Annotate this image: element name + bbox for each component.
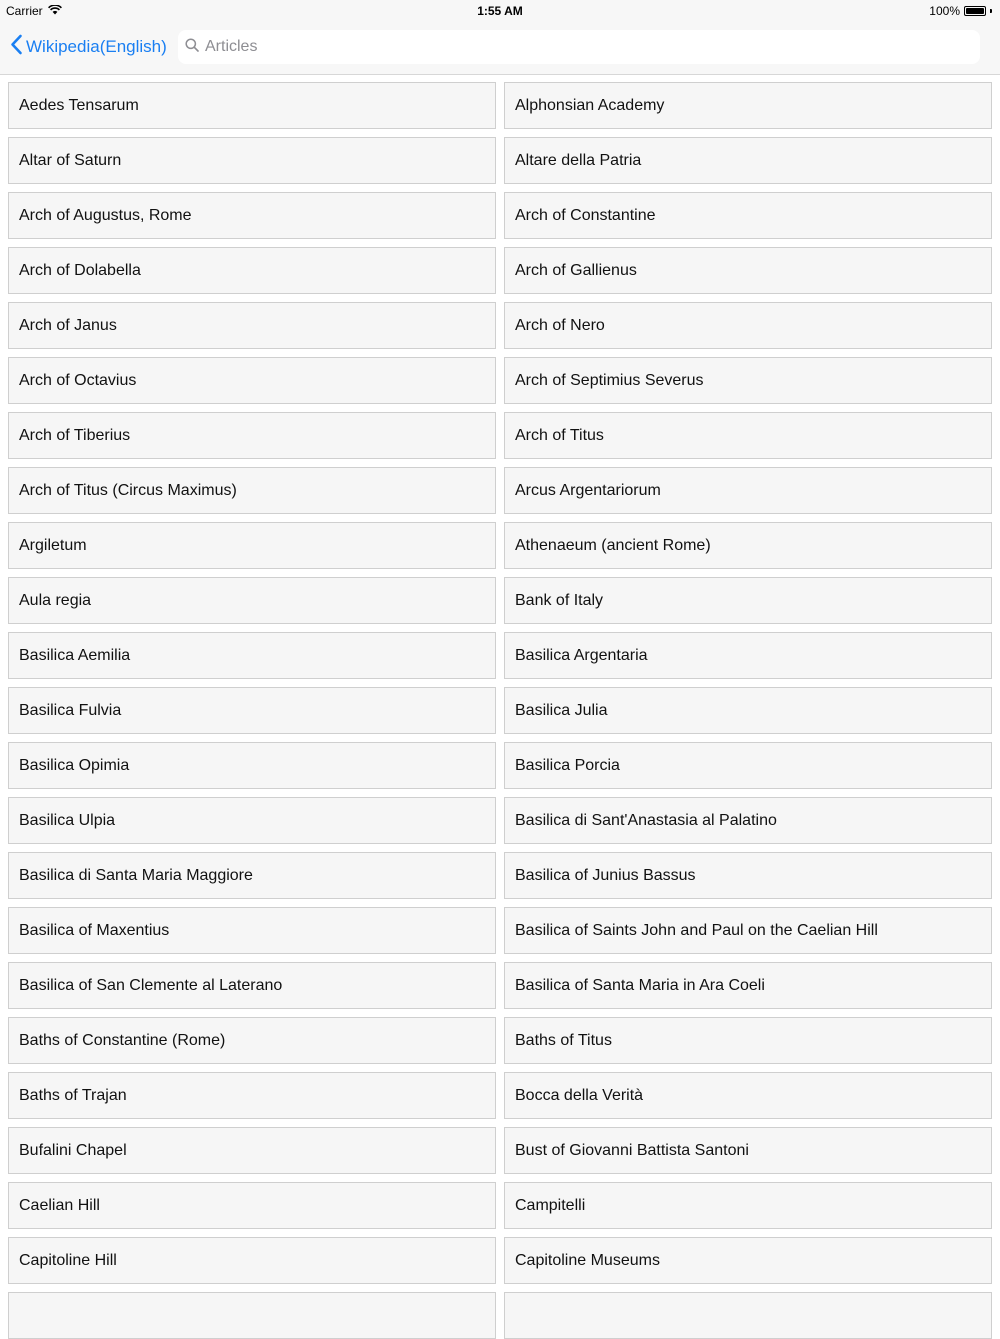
article-item[interactable]: Arch of Nero — [504, 302, 992, 349]
article-item[interactable]: Caelian Hill — [8, 1182, 496, 1229]
article-item[interactable]: Arch of Constantine — [504, 192, 992, 239]
chevron-left-icon — [10, 34, 26, 60]
carrier-label: Carrier — [6, 4, 43, 18]
article-item[interactable]: Argiletum — [8, 522, 496, 569]
article-item[interactable]: Arch of Dolabella — [8, 247, 496, 294]
battery-icon — [964, 6, 986, 16]
article-item[interactable]: Baths of Constantine (Rome) — [8, 1017, 496, 1064]
status-time: 1:55 AM — [477, 4, 523, 18]
article-item[interactable]: Arch of Titus — [504, 412, 992, 459]
search-input[interactable] — [205, 38, 965, 56]
article-item[interactable]: Bust of Giovanni Battista Santoni — [504, 1127, 992, 1174]
article-item[interactable]: Basilica of San Clemente al Laterano — [8, 962, 496, 1009]
article-item[interactable]: Basilica of Maxentius — [8, 907, 496, 954]
article-item[interactable]: Bufalini Chapel — [8, 1127, 496, 1174]
search-icon — [178, 38, 205, 57]
article-item[interactable]: Arch of Titus (Circus Maximus) — [8, 467, 496, 514]
article-item[interactable]: Basilica Fulvia — [8, 687, 496, 734]
article-item[interactable]: Capitoline Hill — [8, 1237, 496, 1284]
battery-fill — [966, 8, 984, 14]
article-item[interactable]: Alphonsian Academy — [504, 82, 992, 129]
status-right — [929, 4, 992, 18]
article-item[interactable]: Basilica of Saints John and Paul on the Caelian Hill — [504, 907, 992, 954]
article-item[interactable]: Altar of Saturn — [8, 137, 496, 184]
article-item[interactable]: Basilica Aemilia — [8, 632, 496, 679]
article-item[interactable]: Campitelli — [504, 1182, 992, 1229]
back-button[interactable] — [10, 34, 167, 60]
article-item[interactable]: Basilica of Santa Maria in Ara Coeli — [504, 962, 992, 1009]
article-item[interactable]: Baths of Trajan — [8, 1072, 496, 1119]
article-item[interactable]: Capitoline Museums — [504, 1237, 992, 1284]
article-item[interactable]: Altare della Patria — [504, 137, 992, 184]
article-item[interactable]: Aula regia — [8, 577, 496, 624]
battery-percent: 100% — [929, 4, 960, 18]
back-button-label: Wikipedia(English) — [26, 37, 167, 56]
article-item[interactable]: Basilica of Junius Bassus — [504, 852, 992, 899]
article-item[interactable]: Arch of Gallienus — [504, 247, 992, 294]
article-grid — [8, 82, 992, 1339]
article-item[interactable]: Arcus Argentariorum — [504, 467, 992, 514]
article-item[interactable]: Basilica Opimia — [8, 742, 496, 789]
article-item[interactable]: Basilica di Sant'Anastasia al Palatino — [504, 797, 992, 844]
article-item[interactable]: Basilica di Santa Maria Maggiore — [8, 852, 496, 899]
search-box[interactable] — [178, 30, 980, 64]
article-item[interactable]: Arch of Tiberius — [8, 412, 496, 459]
article-item[interactable]: Baths of Titus — [504, 1017, 992, 1064]
article-item[interactable]: Basilica Porcia — [504, 742, 992, 789]
article-item[interactable]: Basilica Argentaria — [504, 632, 992, 679]
article-item[interactable]: Bocca della Verità — [504, 1072, 992, 1119]
article-item[interactable]: Aedes Tensarum — [8, 82, 496, 129]
article-item[interactable]: Basilica Ulpia — [8, 797, 496, 844]
status-bar — [0, 0, 1000, 22]
article-item[interactable]: Arch of Octavius — [8, 357, 496, 404]
article-item[interactable]: Arch of Septimius Severus — [504, 357, 992, 404]
article-item[interactable]: Athenaeum (ancient Rome) — [504, 522, 992, 569]
article-item[interactable]: Arch of Augustus, Rome — [8, 192, 496, 239]
battery-tip — [990, 9, 992, 13]
article-item[interactable] — [8, 1292, 496, 1339]
navigation-bar — [0, 22, 1000, 75]
article-item[interactable]: Basilica Julia — [504, 687, 992, 734]
article-item[interactable] — [504, 1292, 992, 1339]
article-item[interactable]: Arch of Janus — [8, 302, 496, 349]
article-item[interactable]: Bank of Italy — [504, 577, 992, 624]
